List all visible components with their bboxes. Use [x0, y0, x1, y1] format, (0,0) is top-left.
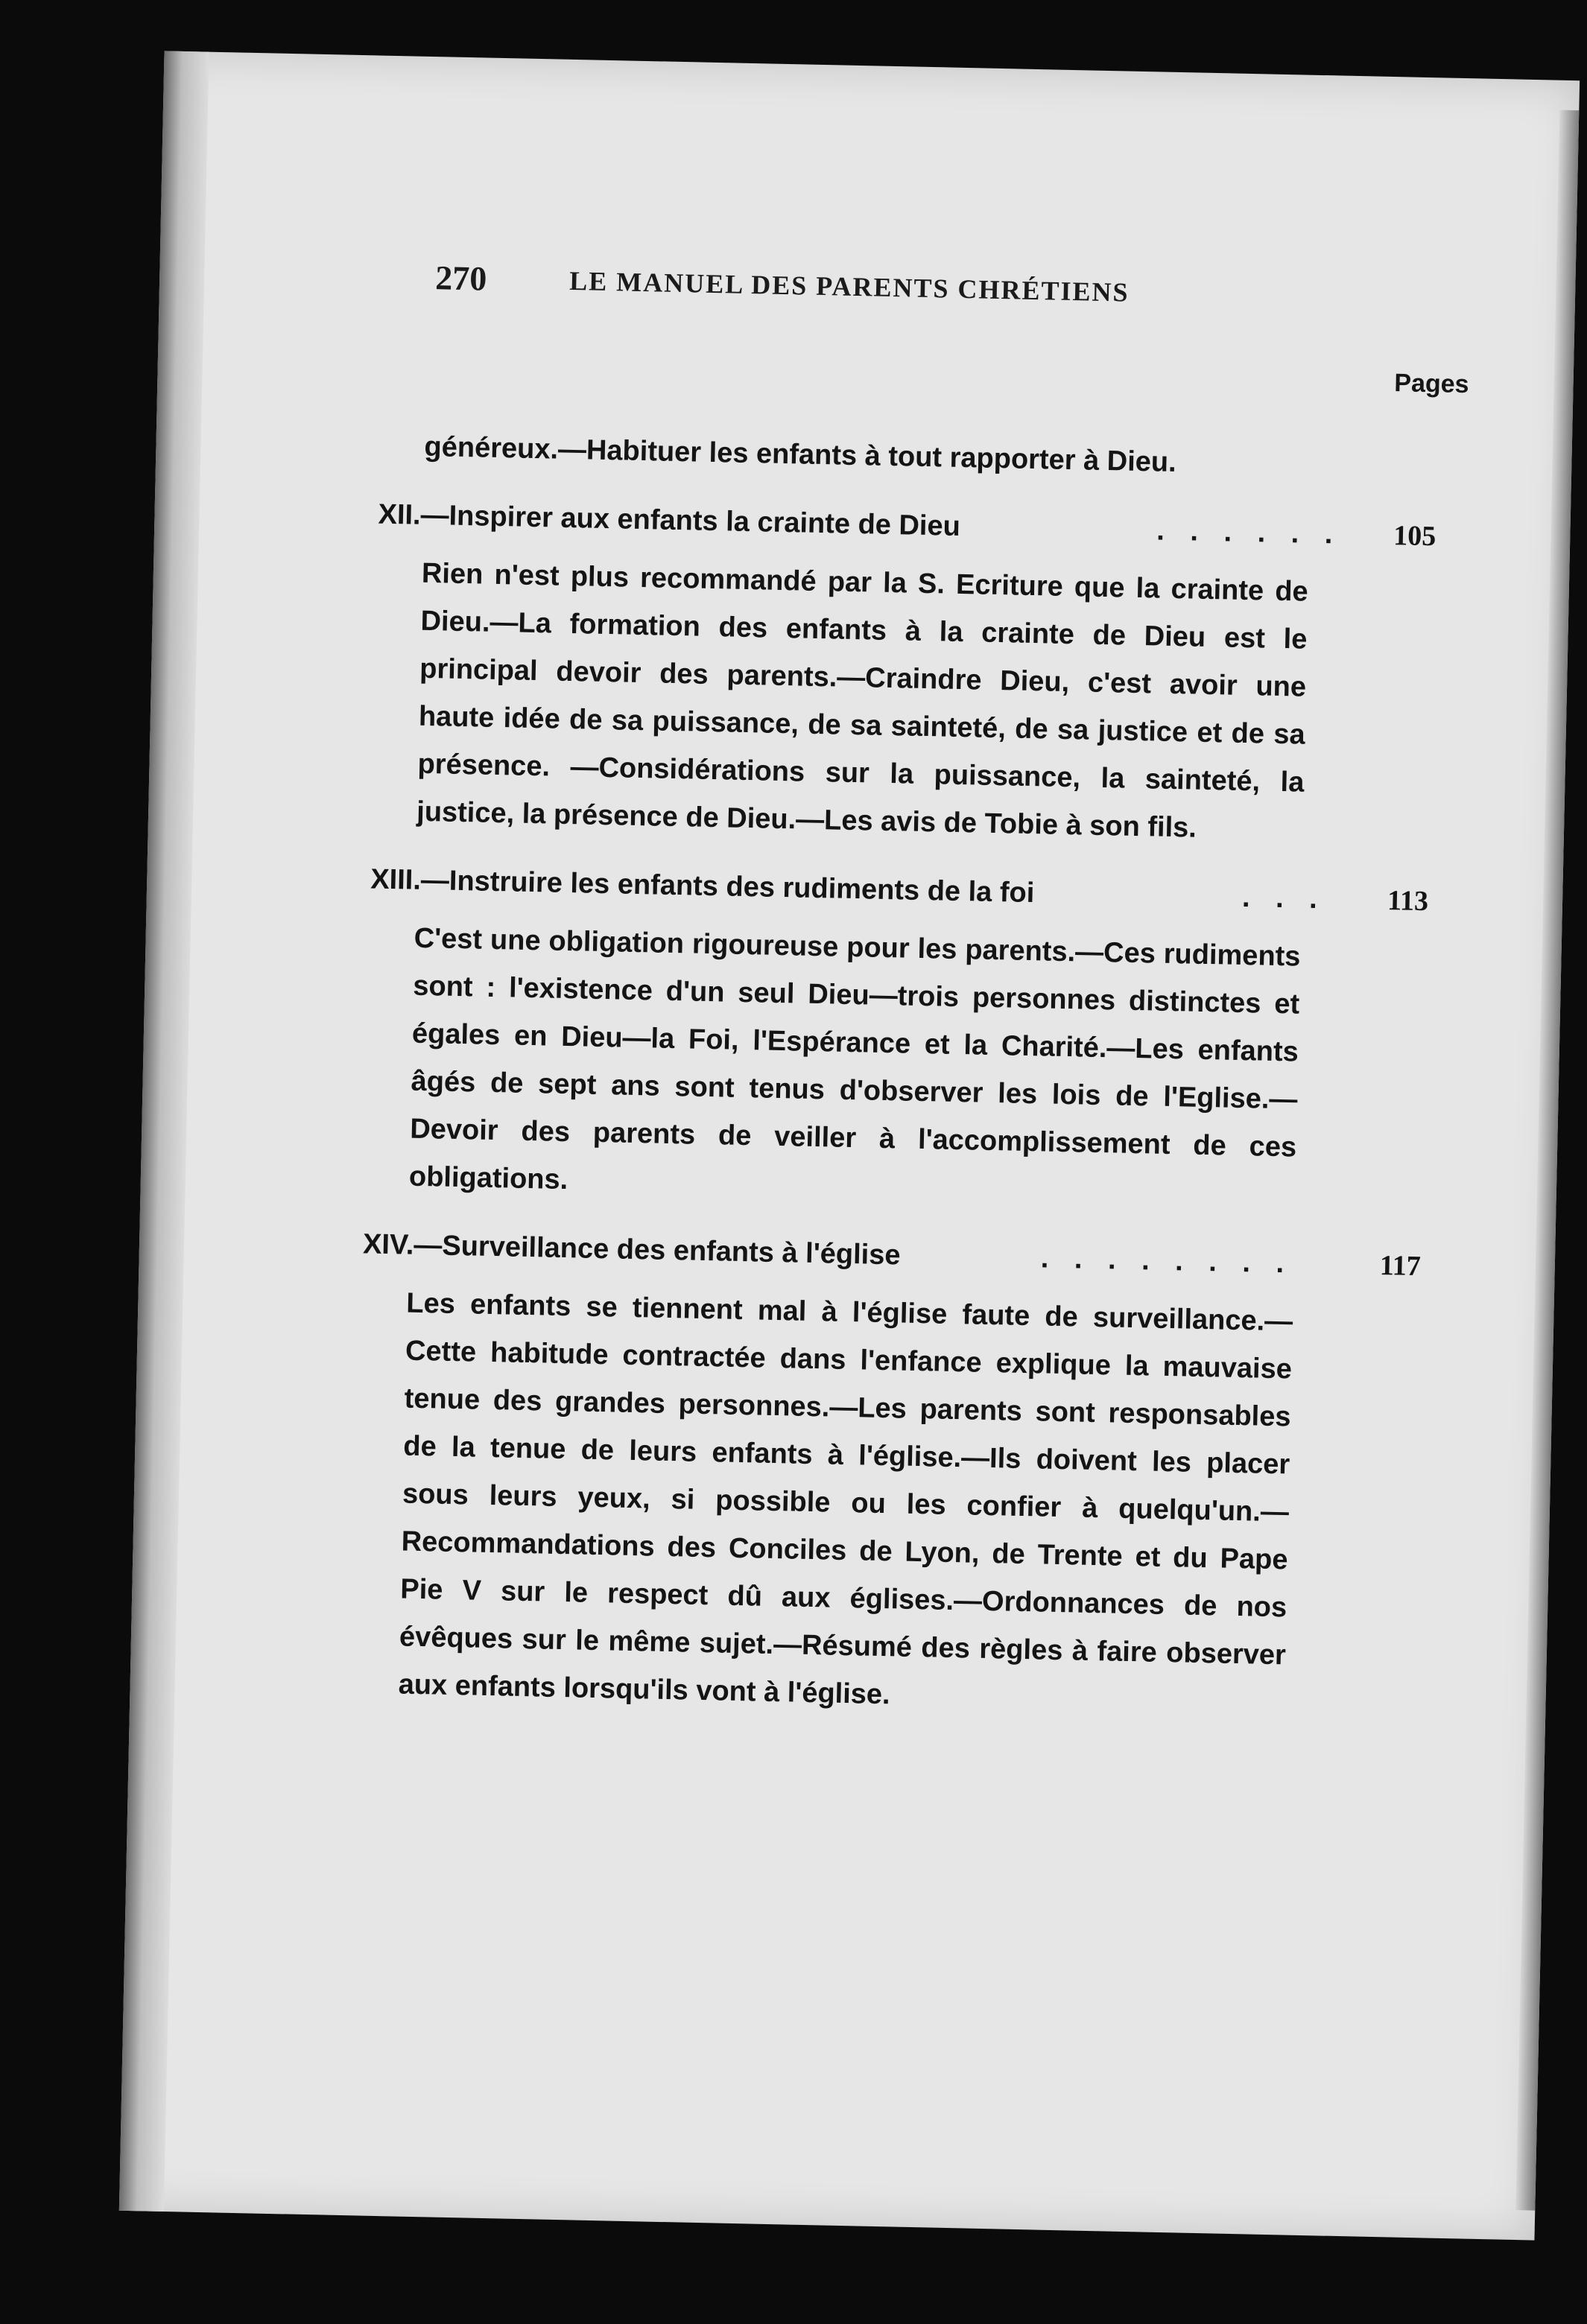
leader-dots: . . . . . . . .: [1040, 1242, 1293, 1280]
entry-page-number: 105: [1393, 520, 1436, 553]
entry-page-number: 117: [1379, 1249, 1422, 1283]
page-edge-shadow: [1515, 110, 1579, 2211]
leader-dots: . . .: [1241, 881, 1327, 915]
pages-column-label: Pages: [1394, 369, 1469, 399]
toc-entry: [372, 491, 1436, 857]
entry-page-number: 113: [1387, 885, 1429, 918]
toc-entry: [364, 855, 1428, 1222]
entry-heading: [362, 1220, 1421, 1290]
page-number: 270: [434, 258, 487, 298]
entry-number: XIV.: [362, 1228, 414, 1261]
entry-title: —Inspirer aux enfants la crainte de Dieu: [420, 499, 961, 542]
entry-title: —Surveillance des enfants à l'église: [413, 1229, 901, 1271]
entry-heading: [370, 855, 1429, 925]
toc-entry: [353, 1220, 1421, 1730]
table-of-contents: [353, 369, 1439, 1730]
entry-summary: C'est une obligation rigoureuse pour les parents.—Ces rudiments sont : l'existence d'un seul Dieu—trois personnes distinctes et égales en Dieu—la Foi, l'Espérance et la Charité.—Les enfants âgés de sept ans sont tenus d'observer les lois de l'Eglise.—Devoir des parents de veiller à l'accomplissement de ces obligations.: [408, 922, 1301, 1196]
running-header: [435, 258, 1442, 323]
entry-summary: Rien n'est plus recommandé par la S. Ecriture que la crainte de Dieu.—La formation des enfants à la crainte de Dieu est le principal devoir des parents.—Craindre Dieu, c'est avoir une haute idée de sa puissance, de sa sainteté, de sa justice et de sa présence. —Considérations sur la puissance, la sainteté, la justice, la présence de Dieu.—Les avis de Tobie à son fils.: [416, 557, 1309, 844]
entry-title: —Instruire les enfants des rudiments de la foi: [420, 864, 1035, 909]
book-page: [119, 51, 1580, 2240]
entry-heading: [378, 491, 1436, 561]
entry-summary: Les enfants se tiennent mal à l'église faute de surveillance.—Cette habitude contractée dans l'enfance explique la mauvaise tenue des grandes personnes.—Les parents sont responsables de la tenue de leurs enfants à l'église.—Ils doivent les placer sous leurs yeux, si possible ou les confier à quelqu'un.—Recommandations des Conciles de Lyon, de Trente et du Pape Pie V sur le respect dû aux églises.—Ordonnances de nos évêques sur le même sujet.—Résumé des règles à faire observer aux enfants lorsqu'ils vont à l'église.: [398, 1287, 1293, 1711]
page-binding-shadow: [119, 51, 209, 2212]
running-title: LE MANUEL DES PARENTS CHRÉTIENS: [568, 265, 1130, 308]
intro-paragraph: généreux.—Habituer les enfants à tout rapporter à Dieu.: [424, 431, 1177, 478]
leader-dots: . . . . . .: [1156, 515, 1342, 550]
entry-number: XII.: [378, 498, 422, 531]
entry-number: XIII.: [370, 863, 422, 896]
